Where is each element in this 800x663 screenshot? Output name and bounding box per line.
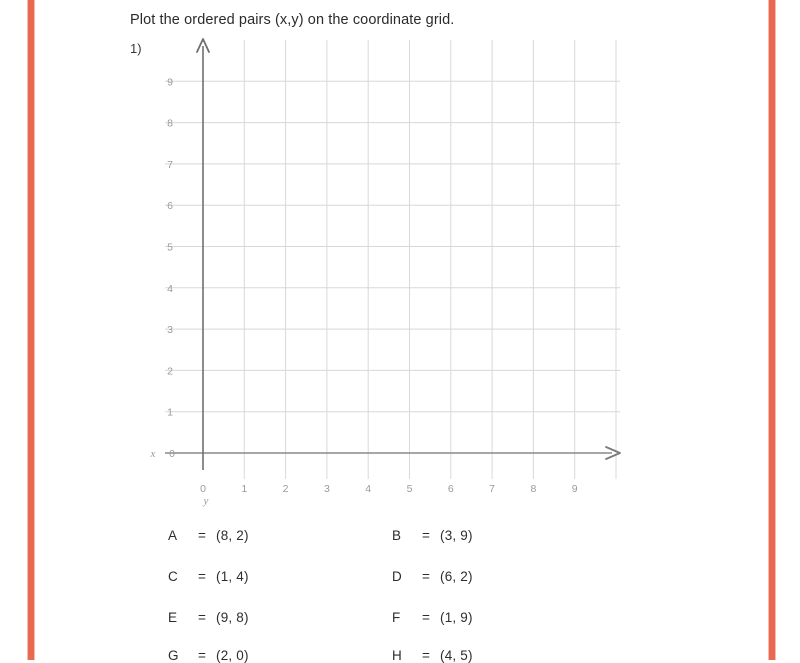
pair-equals: = [422, 648, 430, 663]
pair-value: (8, 2) [216, 528, 249, 543]
instruction-heading: Plot the ordered pairs (x,y) on the coordinate grid. [130, 12, 455, 28]
y-axis-tick-label: 0 [169, 448, 175, 460]
x-axis-tick-label: 5 [406, 483, 413, 495]
pair-label: G [168, 648, 179, 663]
x-axis-tick-label: 2 [282, 483, 289, 495]
y-axis-tick-label: 7 [167, 158, 173, 171]
pair-value: (1, 9) [440, 610, 473, 625]
y-axis-tick-label: 4 [167, 282, 173, 295]
pair-equals: = [422, 528, 430, 543]
ordered-pair-item [392, 569, 473, 584]
pair-value: (6, 2) [440, 569, 473, 584]
x-axis-name-label: x [150, 448, 156, 460]
x-axis-tick-label: 6 [447, 483, 454, 495]
x-axis-tick-label: 1 [241, 483, 248, 495]
pair-equals: = [198, 528, 206, 543]
x-axis-tick-label: 8 [530, 483, 537, 495]
pair-equals: = [422, 569, 430, 584]
x-axis-tick-label: 9 [571, 483, 578, 495]
pair-value: (3, 9) [440, 528, 473, 543]
ordered-pair-item [168, 648, 249, 663]
y-axis-tick-label: 6 [167, 200, 173, 213]
x-axis-tick-label: 4 [365, 483, 372, 495]
ordered-pair-item [392, 528, 473, 543]
ordered-pair-item [168, 569, 249, 584]
pair-equals: = [422, 610, 430, 625]
pair-label: E [168, 610, 178, 625]
pair-label: C [168, 569, 178, 584]
ordered-pair-item [392, 648, 473, 663]
pair-label: F [392, 610, 401, 625]
pair-value: (9, 8) [216, 610, 249, 625]
pair-label: A [168, 528, 178, 543]
pair-value: (1, 4) [216, 569, 249, 584]
x-axis-tick-label: 0 [200, 483, 206, 495]
pair-value: (2, 0) [216, 648, 249, 663]
ordered-pair-item [168, 610, 249, 625]
y-axis-tick-label: 1 [167, 406, 173, 419]
pair-label: D [392, 569, 402, 584]
pair-equals: = [198, 610, 206, 625]
pair-label: H [392, 648, 402, 663]
y-axis-tick-label: 8 [167, 117, 173, 130]
pair-label: B [392, 528, 402, 543]
pair-value: (4, 5) [440, 648, 473, 663]
pair-equals: = [198, 648, 206, 663]
y-axis-tick-label: 2 [167, 365, 173, 378]
y-axis-name-label: y [203, 495, 209, 507]
pair-equals: = [198, 569, 206, 584]
y-axis-tick-label: 9 [167, 76, 173, 89]
y-axis-tick-label: 3 [167, 324, 173, 337]
x-axis-tick-label: 7 [489, 483, 496, 495]
question-number: 1) [130, 41, 142, 56]
ordered-pair-item [392, 610, 473, 625]
ordered-pair-item [168, 528, 249, 543]
y-axis-tick-label: 5 [167, 241, 173, 254]
x-axis-tick-label: 3 [323, 483, 330, 495]
